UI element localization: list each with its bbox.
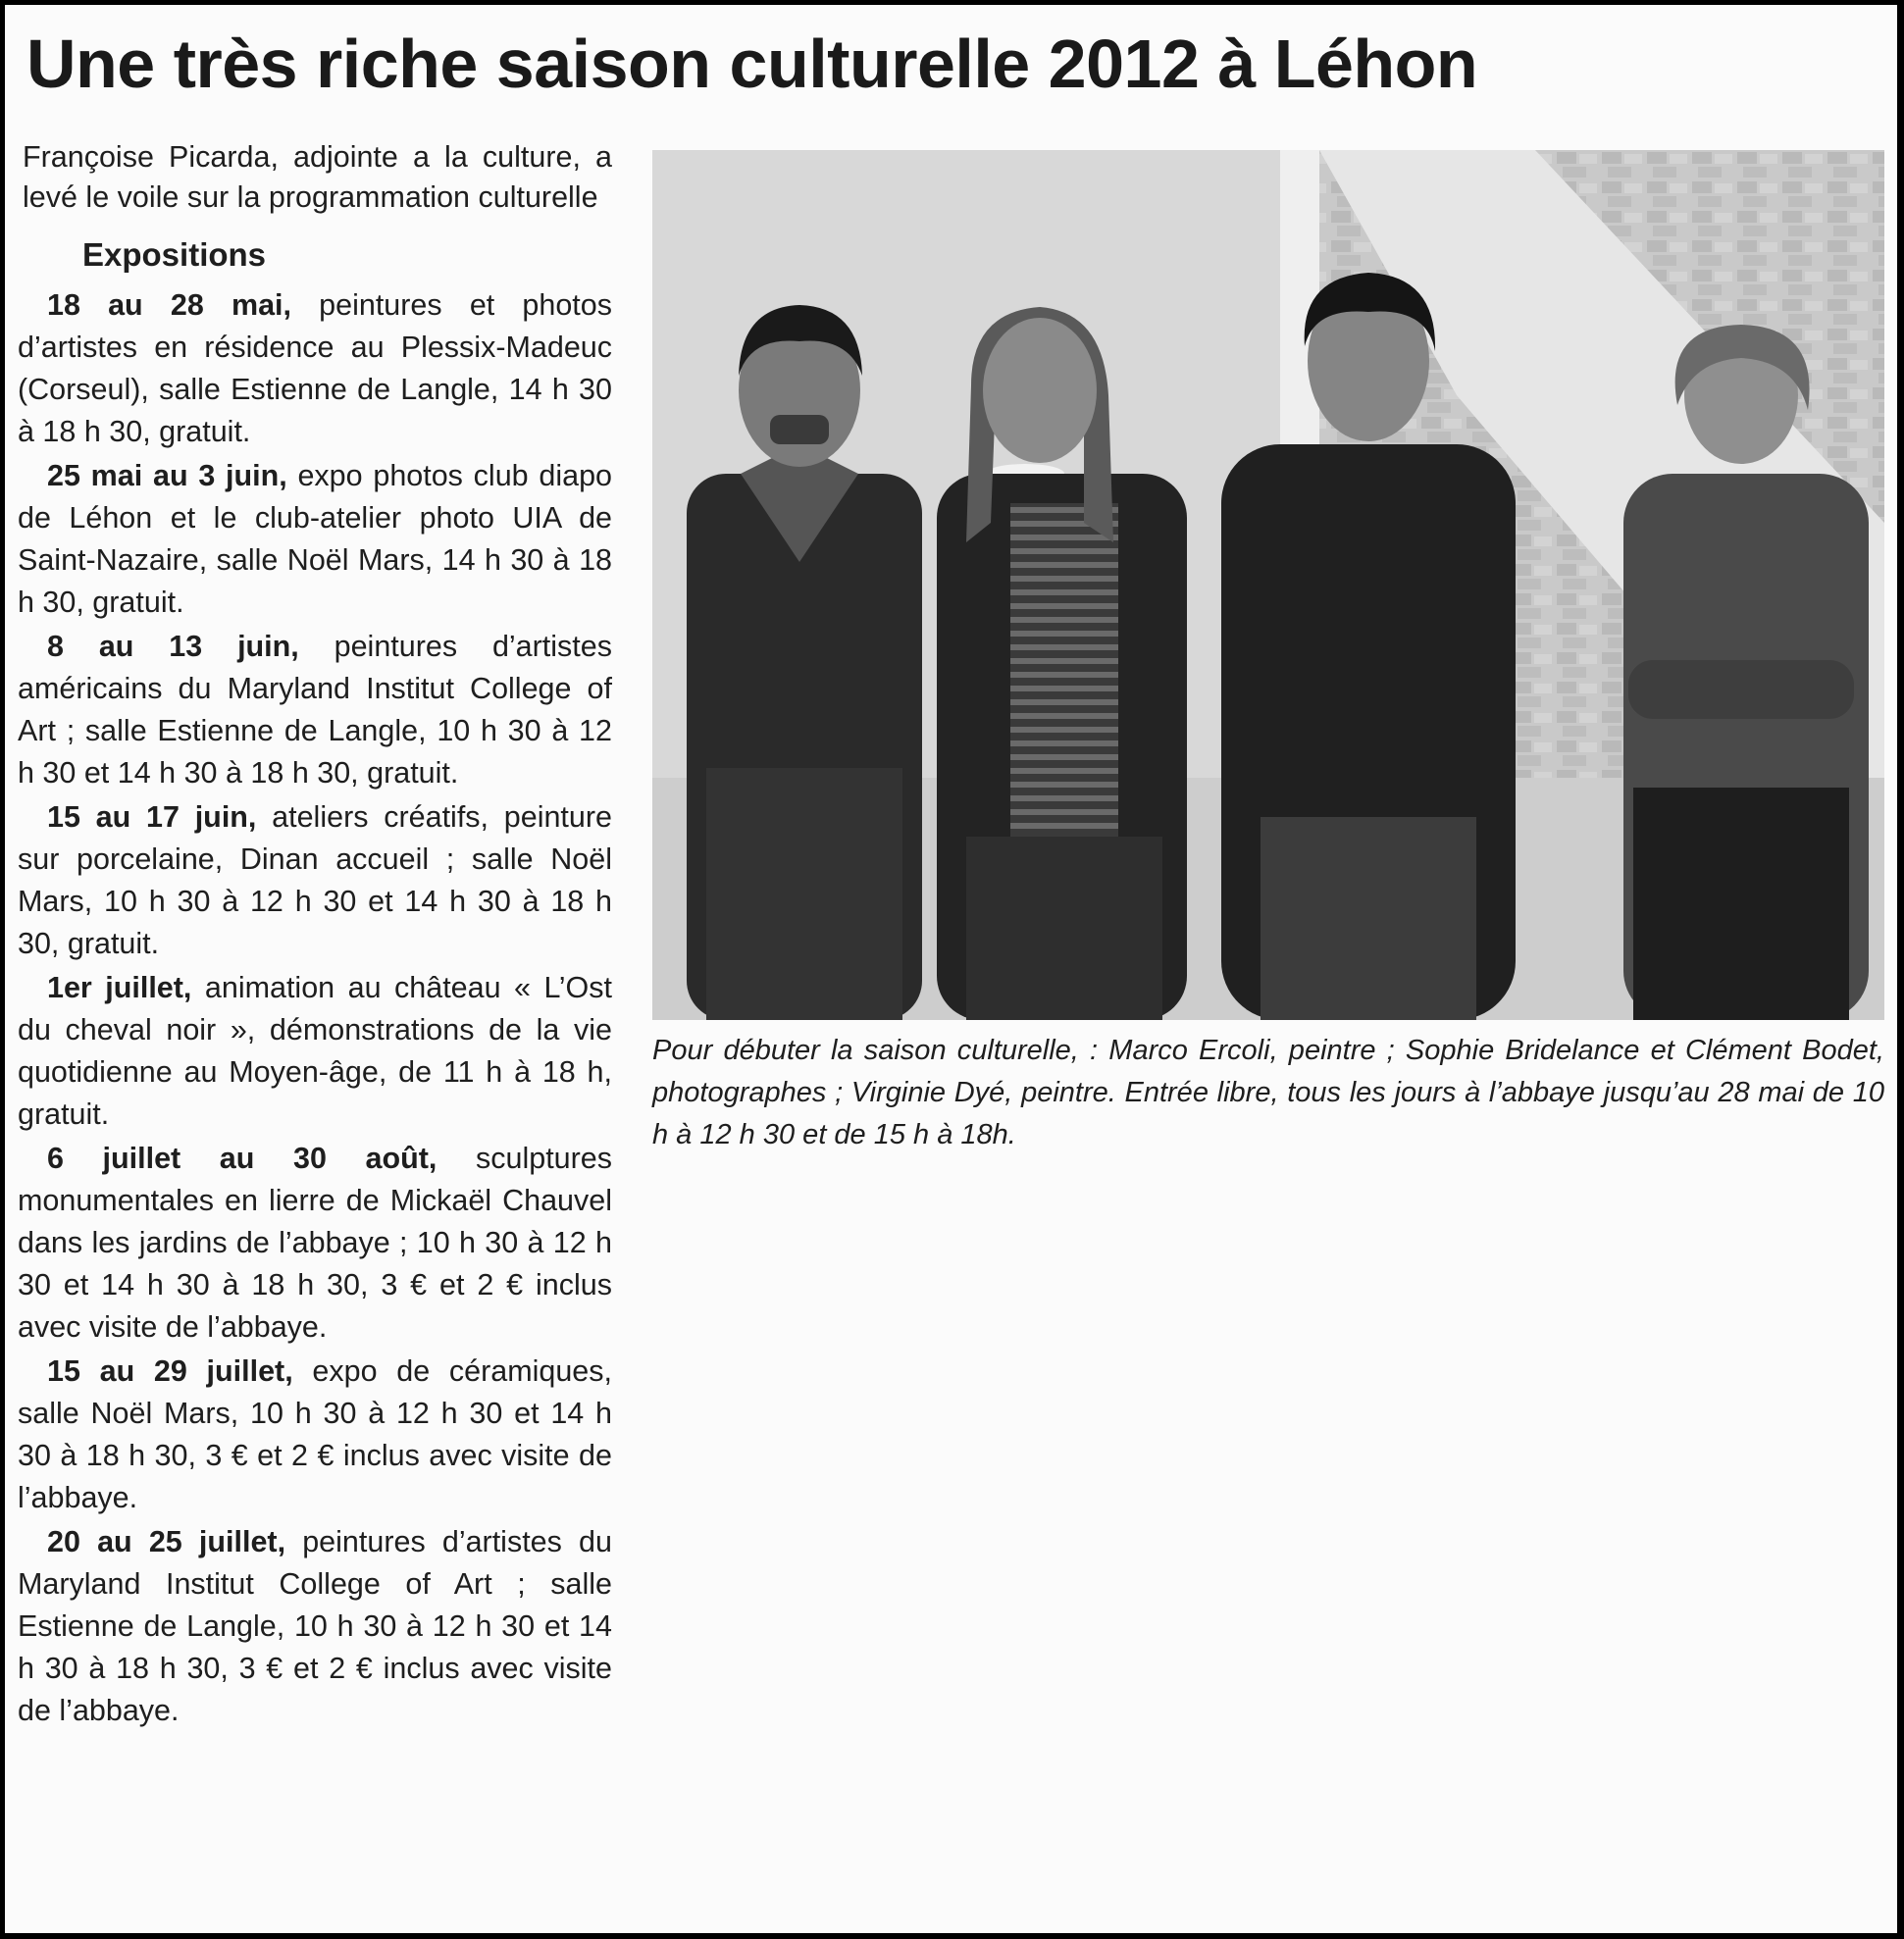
exhibition-details: animation au château « L’Ost du cheval noir », démonstrations de la vie quotidienne au Moyen-âge, de 11 h à 18 h, gratuit. <box>18 971 613 1131</box>
exhibition-date: 8 au 13 juin, <box>47 630 299 663</box>
exhibition-date: 18 au 28 mai, <box>47 288 291 322</box>
section-heading-expositions: Expositions <box>82 236 267 273</box>
exhibition-date: 20 au 25 juillet, <box>47 1525 286 1558</box>
exhibition-date: 1er juillet, <box>47 971 192 1004</box>
exhibition-entry <box>18 284 612 453</box>
exhibition-date: 15 au 29 juillet, <box>47 1354 293 1388</box>
exhibition-entry <box>18 967 612 1136</box>
exhibition-date: 6 juillet au 30 août, <box>47 1142 437 1175</box>
article-headline: Une très riche saison culturelle 2012 à Léhon <box>26 26 1478 102</box>
group-photo-illustration <box>652 150 1884 1020</box>
exhibition-entry <box>18 1138 612 1349</box>
article-lead: Françoise Picarda, adjointe a la culture, a levé le voile sur la programmation culturelle <box>23 140 612 214</box>
exhibition-list <box>18 284 612 1732</box>
article-body-column <box>18 137 612 1734</box>
exhibition-details: peintures et photos d’artistes en résidence au Plessix-Madeuc (Corseul), salle Estienne de Langle, 14 h 30 à 18 h 30, gratuit. <box>18 288 612 448</box>
exhibition-date: 15 au 17 juin, <box>47 800 257 834</box>
group-photo <box>652 150 1884 1020</box>
exhibition-date: 25 mai au 3 juin, <box>47 459 287 492</box>
exhibition-entry <box>18 1351 612 1519</box>
exhibition-entry <box>18 626 612 794</box>
exhibition-details: peintures d’artistes du Maryland Institut College of Art ; salle Estienne de Langle, 10 h 30 à 12 h 30 et 14 h 30 à 18 h 30, 3 € et 2 € inclus avec visite de l’abbaye. <box>18 1525 612 1727</box>
exhibition-entry <box>18 796 612 965</box>
exhibition-details: peintures d’artistes américains du Maryland Institut College of Art ; salle Estienne de Langle, 10 h 30 à 12 h 30 et 14 h 30 à 18 h 30, gratuit. <box>18 630 612 790</box>
exhibition-entry <box>18 1521 612 1732</box>
photo-caption: Pour débuter la saison culturelle, : Marco Ercoli, peintre ; Sophie Bridelance et Clément Bodet, photographes ; Virginie Dyé, peintre. Entrée libre, tous les jours à l’abbaye jusqu’au 28 mai de 10 h à 12 h 30 et de 15 h à 18h. <box>652 1035 1884 1150</box>
exhibition-details: expo de céramiques, salle Noël Mars, 10 h 30 à 12 h 30 et 14 h 30 à 18 h 30, 3 € et 2 € inclus avec visite de l’abbaye. <box>18 1354 612 1514</box>
exhibition-details: sculptures monumentales en lierre de Mickaël Chauvel dans les jardins de l’abbaye ; 10 h 30 à 12 h 30 et 14 h 30 à 18 h 30, 3 € et 2 € inclus avec visite de l’abbaye. <box>18 1142 612 1344</box>
exhibition-details: ateliers créatifs, peinture sur porcelaine, Dinan accueil ; salle Noël Mars, 10 h 30 à 12 h 30 et 14 h 30 à 18 h 30, gratuit. <box>18 800 612 960</box>
newspaper-clipping <box>5 5 1897 1933</box>
exhibition-entry <box>18 455 612 624</box>
exhibition-details: expo photos club diapo de Léhon et le club-atelier photo UIA de Saint-Nazaire, salle Noël Mars, 14 h 30 à 18 h 30, gratuit. <box>18 459 612 619</box>
